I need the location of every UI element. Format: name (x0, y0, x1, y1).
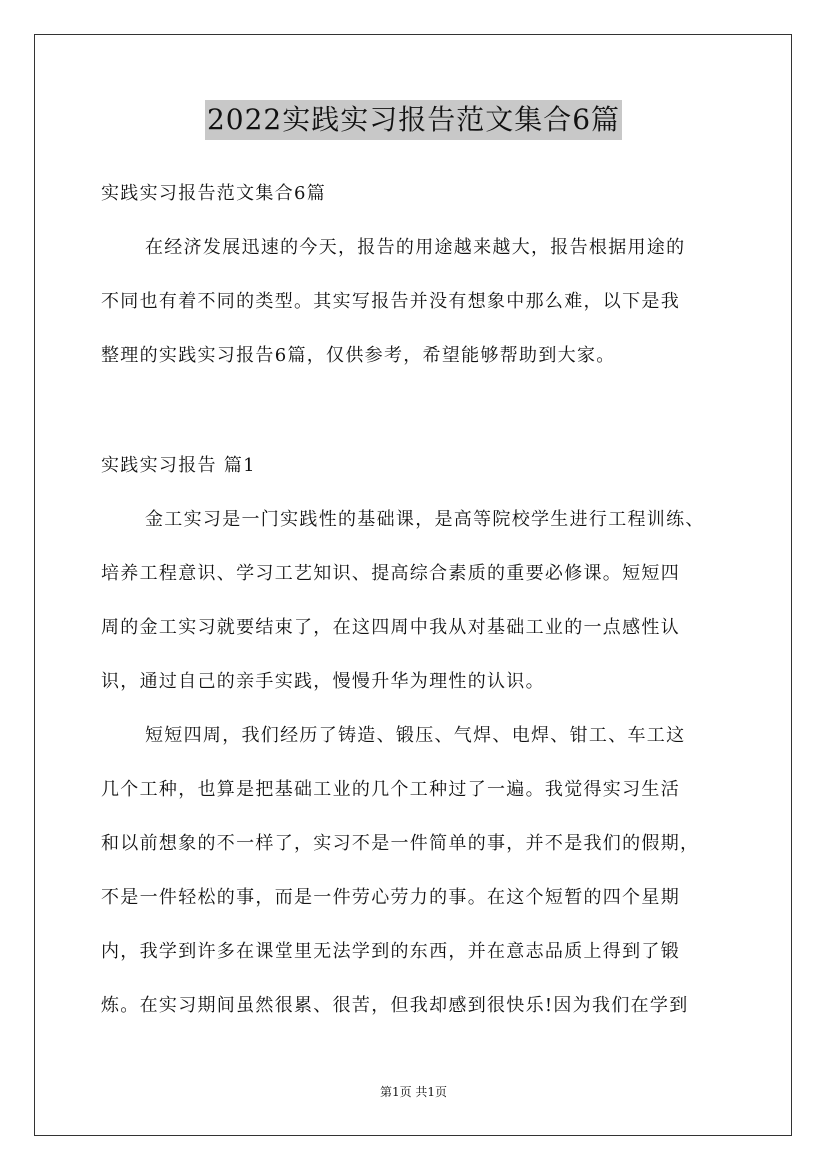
intro-line: 在经济发展迅速的今天，报告的用途越来越大，报告根据用途的 (145, 237, 686, 258)
paragraph-line: 不是一件轻松的事，而是一件劳心劳力的事。在这个短暂的四个星期 (101, 887, 680, 908)
paragraph-line: 周的金工实习就要结束了，在这四周中我从对基础工业的一点感性认 (101, 617, 680, 638)
intro-line: 不同也有着不同的类型。其实写报告并没有想象中那么难，以下是我 (101, 291, 680, 312)
section-heading: 实践实习报告 篇1 (101, 455, 256, 476)
page-footer: 第1页 共1页 (379, 1085, 448, 1099)
paragraph-line: 金工实习是一门实践性的基础课，是高等院校学生进行工程训练、 (145, 509, 705, 530)
intro-line: 整理的实践实习报告6篇，仅供参考，希望能够帮助到大家。 (101, 345, 616, 366)
paragraph-line: 炼。在实习期间虽然很累、很苦，但我却感到很快乐!因为我们在学到 (101, 995, 689, 1016)
document-subtitle: 实践实习报告范文集合6篇 (101, 183, 327, 204)
paragraph-line: 短短四周，我们经历了铸造、锻压、气焊、电焊、钳工、车工这 (145, 725, 686, 746)
title-container (0, 100, 827, 140)
paragraph-line: 和以前想象的不一样了，实习不是一件简单的事，并不是我们的假期， (101, 833, 700, 854)
paragraph-line: 几个工种，也算是把基础工业的几个工种过了一遍。我觉得实习生活 (101, 779, 680, 800)
document-title: 2022实践实习报告范文集合6篇 (205, 100, 622, 140)
paragraph-line: 内，我学到许多在课堂里无法学到的东西，并在意志品质上得到了锻 (101, 941, 680, 962)
paragraph-line: 培养工程意识、学习工艺知识、提高综合素质的重要必修课。短短四 (101, 563, 680, 584)
paragraph-line: 识，通过自己的亲手实践，慢慢升华为理性的认识。 (101, 671, 545, 692)
